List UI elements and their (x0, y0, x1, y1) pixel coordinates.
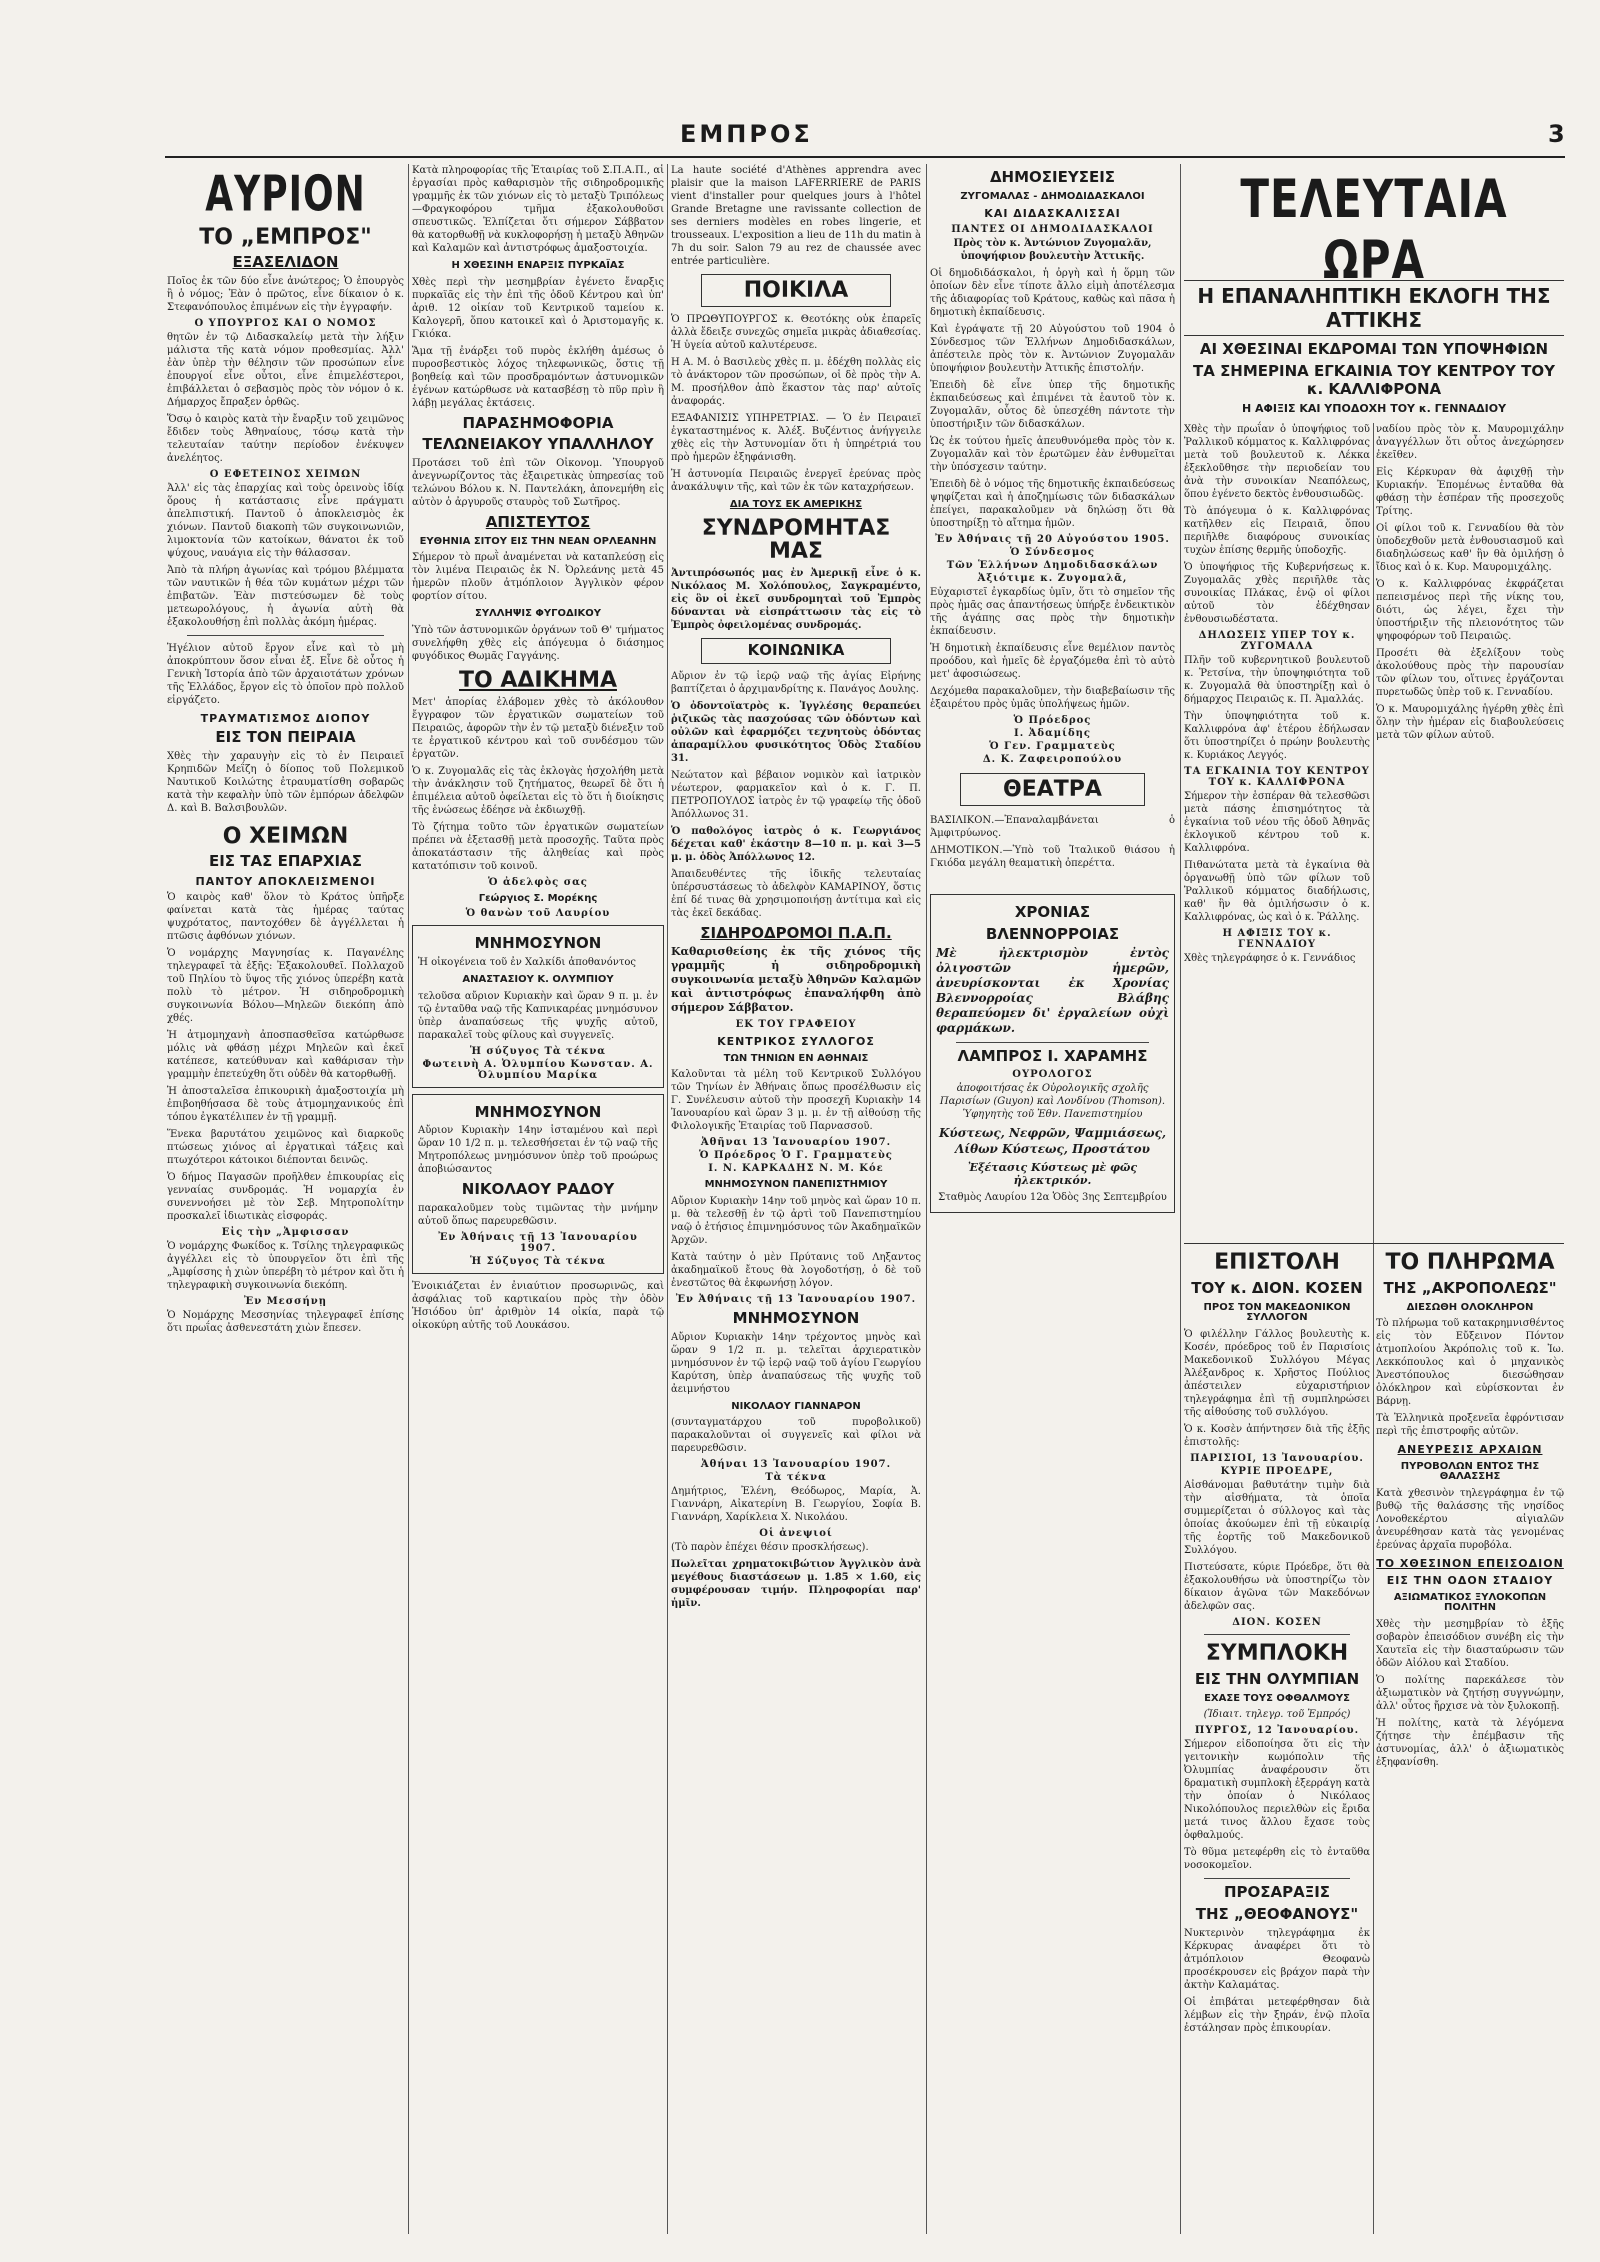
column-divider (1373, 423, 1374, 1243)
column-divider (408, 164, 409, 2234)
headline: ΤΗΣ „ΑΚΡΟΠΟΛΕΩΣ" (1383, 1279, 1557, 1297)
headline: ΑΝΑΣΤΑΣΙΟΥ Κ. ΟΛΥΜΠΙΟΥ (462, 974, 614, 986)
advertisement-box (930, 894, 1175, 1213)
article-text: Ἐπειδὴ δὲ εἶνε ὑπερ τῆς δημοτικῆς ἐκπαιδεύσεως καὶ ἐπιμένει τὰ ἑαυτοῦ τὸν κ. Ζυγομαλᾶν, οὗτος δὲ ὑπεσχέθη πάντοτε τὴν ὑποστήριξιν τῶν διδασκάλων. (930, 379, 1175, 430)
section-kicker: Ἐν Μεσσήνῃ (244, 1296, 327, 1308)
headline: ΤΕΛΩΝΕΙΑΚΟΥ ΥΠΑΛΛΗΛΟΥ (422, 435, 654, 454)
column-4 (930, 164, 1175, 2234)
article-text: Ὁ ὑποψήφιος τῆς Κυβερνήσεως κ. Ζυγομαλᾶς χθὲς περιῆλθε τὰς συνοικίας Πλάκας, ἐνῷ οἱ φίλοι αὐτοῦ τὸν ἐδέχθησαν ἐνθουσιωδέστατα. (1184, 562, 1370, 625)
headline: ΔΙΑ ΤΟΥΣ ΕΚ ΑΜΕΡΙΚΗΣ (729, 499, 863, 511)
article-text: τελοῦσα αὔριον Κυριακὴν καὶ ὥραν 9 π. μ. ἐν τῷ ἐνταῦθα ναῷ τῆς Καπνικαρέας μνημόσυνον ὑπὲρ ἀναπαύσεως τῆς ψυχῆς αὐτοῦ, παρακαλεῖ τοὺς φίλους καὶ συγγενεῖς. (418, 990, 658, 1041)
article-text: Ὅσῳ ὁ καιρὸς κατὰ τὴν ἔναρξιν τοῦ χειμῶνος ἔδιδεν τοὺς Ἀθηναίους, τόσῳ κατὰ τὴν τελευταίαν ταύτην περίοδον ἐνέκυψεν ἀνελέητος. (167, 413, 404, 464)
signature: Οἱ ἀνεψιοί (759, 1528, 833, 1540)
headline: ΤΟΥ κ. ΔΙΟΝ. ΚΟΣΕΝ (1191, 1279, 1363, 1297)
headline: ΠΑΡΑΣΗΜΟΦΟΡΙΑ (462, 413, 614, 432)
notice-box (412, 925, 664, 1087)
signature: Ἡ Σύζυγος Τὰ τέκνα (470, 1256, 606, 1268)
headline: ΠΟΙΚΙΛΑ (743, 278, 849, 303)
headline: ΛΑΜΠΡΟΣ Ι. ΧΑΡΑΜΗΣ (957, 1047, 1148, 1066)
headline: ΣΥΛΛΗΨΙΣ ΦΥΓΟΔΙΚΟΥ (474, 608, 601, 620)
article-text: Ὡς ἐκ τούτου ἡμεῖς ἀπευθυνόμεθα πρὸς τὸν κ. Ζυγομαλᾶν καὶ τὸν ἐρωτῶμεν ἐὰν ἐνθυμεῖται τὴν ὑπόσχεσιν ταύτην. (930, 435, 1175, 473)
headline: ΑΙ ΧΘΕΣΙΝΑΙ ΕΚΔΡΟΜΑΙ ΤΩΝ ΥΠΟΨΗΦΙΩΝ (1199, 340, 1549, 358)
headline: ΕΧΑΣΕ ΤΟΥΣ ΟΦΘΑΛΜΟΥΣ (1204, 1692, 1350, 1704)
masthead-rule (165, 156, 1565, 158)
article-text: Μετ' ἀπορίας ἐλάβομεν χθὲς τὸ ἀκόλουθον ἔγγραφον τῶν ἐργατικῶν σωματείων τοῦ Πειραιῶς, ἀφορῶν τὴν ἐν τῷ μεταξὺ διένεξιν τοῦ τε ἐργατικοῦ κέντρου καὶ τοῦ συνδέσμου τῶν ἐργατῶν. (412, 696, 664, 760)
article-text: ΕΞΑΦΑΝΙΣΙΣ ΥΠΗΡΕΤΡΙΑΣ. — Ὁ ἐν Πειραιεῖ ἐγκαταστημένος κ. Ἀλέξ. Βυζέντιος ἀνήγγειλε χθὲς εἰς τὴν Ἀστυνομίαν ὅτι ἡ ὑπηρέτριά του πρὸ ἡμερῶν ἐξηφάνισθη. (671, 413, 921, 464)
article-text: ΔΗΜΟΤΙΚΟΝ.—Ὑπὸ τοῦ Ἰταλικοῦ θιάσου ἡ Γκιόδα μεγάλη θεαματικὴ ὀπερέττα. (930, 844, 1175, 869)
headline: ΚΑΙ ΔΙΔΑΣΚΑΛΙΣΣΑΙ (984, 207, 1121, 221)
date-line: ΠΑΡΙΣΙΟΙ, 13 Ἰανουαρίου. (1190, 1452, 1364, 1464)
article-text: Τὸ ἀπόγευμα ὁ κ. Καλλιφρόνας κατῆλθεν εἰς Πειραιᾶ, ὅπου περιῆλθε διαφόρους συνοικίας τυχὼν ἐπίσης θερμῆς ὑποδοχῆς. (1184, 506, 1370, 556)
article-text: Αἰσθάνομαι βαθυτάτην τιμὴν διὰ τὴν αἰσθήματα, τὰ ὁποῖα συμμερίζεται ὁ σύλλογος καὶ τὰς ὁποίας ἀκούωμεν ἐπὶ τῇ εὐκαιρίᾳ τῆς ἑορτῆς τοῦ Μακεδονικοῦ Συλλόγου. (1184, 1479, 1370, 1556)
column-divider (1180, 164, 1181, 2234)
article-text: Ὁ νομάρχης Φωκίδος κ. Τσίλης τηλεγραφικῶς ἀγγέλλει εἰς τὸ ὑπουργεῖον ὅτι ἐπὶ τῆς „Ἀμφίσσης ἡ χιὼν ὑπερέβη τὸ μέτρον καὶ ὅτι ἡ τηλεγραφικὴ συγκοινωνία διεκόπη. (167, 1241, 404, 1292)
article-text: La haute société d'Athènes apprendra avec plaisir que la maison LAFERRIERE de PARIS vient d'installer pour quelques jours à l'hôtel Grande Bretagne une ravissante collection de ses derniers modèles en robes lingerie, et trousseaux. L'exposition a lieu de 11h du matin à 7h du soir. Salon 79 au rez de chaussée avec entrée particulière. (671, 165, 921, 267)
article-text: Ὁ καιρὸς καθ' ὅλον τὸ Κράτος ὑπῆρξε φαίνεται κατὰ τὰς ἡμέρας ταύτας ψυχρότατος, παντοχόθεν δὲ ἀγγέλλεται ἡ πτῶσις ἀφθόνων χιόνων. (167, 892, 404, 943)
article-text: Ἀπαιδευθέντες τῆς ἰδικῆς τελευταίας ὑπέρσυστάσεως τὸ ἀδελφὸν ΚΑΜΑΡΙΝΟΥ, ὅστις ἐπί δέ τινας θὰ χρησιμοποιήσῃ ἀντίτιμα καὶ εἰς τὰς ἐκεῖ δεκάδας. (671, 868, 921, 919)
page-number: 3 (1548, 120, 1565, 148)
article-text: Πλῆν τοῦ κυβερνητικοῦ βουλευτοῦ κ. Ῥετσίνα, τὴν ὑποψηφιότητα τοῦ κ. Ζυγομαλᾶ θὰ ὑποστηρίξῃ καὶ ὁ δήμαρχος Πειραιῶς κ. Π. Ἀμαλλάς. (1184, 655, 1370, 705)
article-text: Σήμερον εἰδοποίησα ὅτι εἰς τὴν γειτονικὴν κωμόπολιν τῆς Ὀλυμπίας ἀναφέρουσιν ὅτι δραματικὴ συμπλοκὴ ἐξερράγη κατὰ τὴν ὁποίαν ὁ Νικόλαος Νικολόπουλος περιελθὼν εἰς ἔριδα μετά τινος ἄλλου ἔχασε τοὺς ὀφθαλμούς. (1184, 1739, 1370, 1841)
article-text: θητῶν ἐν τῷ Διδασκαλείῳ μετὰ τὴν λήξιν μάλιστα τῆς κατὰ νόμον προθεσμίας. Ἀλλ' ἐὰν ὑπὲρ τὴν θέλησιν τῶν προσώπων εἶνε ἐπουργοί εἶνε οὗτοι, εἶνε ἐπιμελέστεροι, ἐπιβάλλεται ὁ σεβασμὸς πρὸς τὸν νόμον ὁ κ. Δήμαρχος ἔπραξεν ὀρθῶς. (167, 331, 404, 408)
article-text: Αὔριον Κυριακὴν 14ην τοῦ μηνὸς καὶ ὥραν 10 π. μ. θὰ τελεσθῇ ἐν τῷ ἀρτὶ τοῦ Πανεπιστημίου ναῷ ὁ ἐτήσιος ἐπιμνημόσυνος τῶν Ἀκαδημαϊκῶν Ἀρχῶν. (671, 1195, 921, 1246)
signature: Ὁ θανὼν τοῦ Λαυρίου (465, 908, 611, 920)
section-kicker: ΔΗΛΩΣΕΙΣ ΥΠΕΡ ΤΟΥ κ. ΖΥΓΟΜΑΛΑ (1198, 630, 1356, 652)
article-text: Πιστεύσατε, κύριε Πρόεδρε, ὅτι θὰ ἐξακολουθήσω νὰ ὑποστηρίζω τὸν δίκαιον ἀγῶνα τῶν Μακεδόνων ἀδελφῶν σας. (1184, 1561, 1370, 1612)
article-text: Τὸ πλήρωμα τοῦ κατακρημνισθέντος εἰς τὸν Εὔξεινον Πόντον ἀτμοπλοίου Ἀκρόπολις τοῦ κ. Ἰω. Λεκκόπουλος καὶ ὁ μηχανικὸς Ἀνεστόπουλος διεσώθησαν ὁλόκληρον καὶ εὑρίσκονται ἐν Βάρνῃ. (1376, 1318, 1564, 1408)
headline: ΣΥΜΠΛΟΚΗ (1205, 1640, 1349, 1666)
article-text: Ἡ ἀτμομηχανὴ ἀποσπασθεῖσα κατώρθωσε μόλις νὰ φθάσῃ μέχρι Μηλεῶν καὶ ἐκεῖ κατέπεσε, κατεύθυναν καὶ καθάρισαν τὴν γραμμὴν ἐπετεύχθη ὅτι οὐδὲν θὰ κατορθωθῇ. (167, 1030, 404, 1081)
article-text: Ἡ οἰκογένεια τοῦ ἐν Χαλκίδι ἀποθανόντος (418, 957, 636, 969)
headline: ΕΙΣ ΤΗΝ ΟΔΟΝ ΣΤΑΔΙΟΥ (1386, 1574, 1554, 1588)
article-text: Ὑπὸ τῶν ἀστυνομικῶν ὀργάνων τοῦ Θ' τμήματος συνελήφθη χθὲς εἰς ἀπόγευμα ὁ διάσημος φυγόδικος Θωμᾶς Γαγγάνης. (412, 624, 664, 662)
headline: ΑΞΙΩΜΑΤΙΚΟΣ ΞΥΛΟΚΟΠΩΝ ΠΟΛΙΤΗΝ (1393, 1591, 1547, 1614)
article-text: Ἡ ἀποσταλεῖσα ἐπικουρικὴ ἀμαξοστοιχία μὴ ἐπιβοηθήσασα δὲ τοὺς ἀτμομηχανικούς ἐπὶ τόπου ἐγκατέλιπεν ἐν τῇ γραμμῇ. (167, 1086, 404, 1124)
headline: ΧΡΟΝΙΑΣ (1014, 902, 1091, 921)
signature: Ι. Ἀδαμίδης (1014, 727, 1091, 739)
article-text: Πιθανώτατα μετὰ τὰ ἐγκαίνια θὰ ὀργανωθῇ ὑπὸ τῶν φίλων τοῦ Ῥαλλικοῦ κόμματος διαδήλωσις, καθ' ἣν θὰ ὁμιλήσωσιν ὁ κ. Καλλιφρόνας, ὡς καὶ ὁ κ. Ῥάλλης. (1184, 860, 1370, 923)
headline: ΑΝΕΥΡΕΣΙΣ ΑΡΧΑΙΩΝ (1397, 1443, 1543, 1457)
headline: ΠΑΝΤΟΥ ΑΠΟΚΛΕΙΣΜΕΝΟΙ (195, 874, 376, 888)
article-text: Νεώτατον καὶ βέβαιον νομικὸν καὶ ἰατρικὸν νέωτερον, φαρμακεῖον καὶ ὁ κ. Γ. Π. ΠΕΤΡΟΠΟΥΛΟΣ ἰατρὸς ἐν τῷ γραφείῳ τῆς ὁδοῦ Ἀπόλλωνος 31. (671, 769, 921, 820)
headline: ΠΡΟΣΑΡΑΞΙΣ (1223, 1883, 1331, 1901)
article-text: Χθὲς τὴν χαραυγὴν εἰς τὸ ἐν Πειραιεῖ Κρηπιδῶν Μεΐζη ὁ δίοπος τοῦ Πολεμικοῦ Ναυτικοῦ Κοιλώτης ἐτραυματίσθη σοβαρῶς κατὰ τὴν κεφαλὴν ὑπὸ τῶν ἐμπόρων ἀδελφῶν Δ. καὶ Β. Βαλσιβουλῶν. (167, 750, 404, 814)
article-text: Ποῖος ἐκ τῶν δύο εἶνε ἀνώτερος; Ὁ ἐπουργὸς ἢ ὁ νόμος; Ἐὰν ὁ πρῶτος, εἶνε δίκαιον ὁ κ. Στεφανόπουλος ἐπιμένων εἰς τὴν ἐγγραφήν. (167, 275, 404, 313)
signature: Ὁ Πρόεδρος (1013, 714, 1092, 726)
sub-column-left (1184, 1244, 1370, 2039)
column-2 (412, 164, 664, 2234)
lower-two-columns (1184, 1243, 1564, 2234)
signature: ΔΙΟΝ. ΚΟΣΕΝ (1232, 1616, 1322, 1628)
date-line: Ἐν Ἀθήναις τῇ 13 Ἰανουαρίου 1907. (438, 1232, 638, 1255)
section-kicker: ΟΥΡΟΛΟΓΟΣ (1012, 1069, 1093, 1081)
article-text: Ὁ κ. Καλλιφρόνας ἐκφράζεται πεπεισμένος περὶ τῆς νίκης του, διότι, ὡς λέγει, ἔχει τὴν ὑποστήριξιν τῆς πλειονότητος τῶν ψηφοφόρων τοῦ Πειραιῶς. (1376, 579, 1564, 642)
article-text: Ἐνοικιάζεται ἐν ἐνιαύτιον προσωρινῶς, καὶ ἀσφάλιας τοῦ καρτικαίου πρὸς τὴν ὁδὸν Ἡσιόδου ὑπ' ἀριθμὸν 14 οἰκία, παρὰ τῷ οἰκοκύρη αὐτῆς τοῦ Λουκάσου. (412, 1281, 664, 1332)
headline: ΕΥΘΗΝΙΑ ΣΙΤΟΥ ΕΙΣ ΤΗΝ ΝΕΑΝ ΟΡΛΕΑΝΗΝ (419, 535, 657, 547)
signature: Δ. Κ. Ζαφειροπούλου (982, 753, 1123, 765)
headline: ΜΝΗΜΟΣΥΝΟΝ (732, 1308, 860, 1327)
sub-column-right (1376, 1244, 1564, 1773)
heading-box (701, 274, 891, 307)
article-text: Οἱ δημοδιδάσκαλοι, ἡ ὀργὴ καὶ ἡ ὅρμη τῶν ὁποίων δὲν εἶνε τίποτε ἄλλο εἰμὴ ἀποτέλεσμα τῆς ἀδιαφορίας τοῦ Κράτους, καθὼς καὶ πᾶσα ἡ δημοτικὴ ἐκπαίδευσις. (930, 267, 1175, 318)
article-text: Νυκτερινὸν τηλεγράφημα ἐκ Κέρκυρας ἀναφέρει ὅτι τὸ ἀτμόπλοιον Θεοφανὼ προσέκρουσεν εἰς βράχον παρὰ τὴν ἀκτὴν Καλαμάτας. (1184, 1927, 1370, 1991)
article-text: Τὰ Ἑλληνικὰ προξενεῖα ἐφρόντισαν περὶ τῆς ἐπιστροφῆς αὐτῶν. (1376, 1413, 1564, 1438)
article-text: Ἡ δημοτικὴ ἐκπαίδευσις εἶνε θεμέλιον παντὸς προόδου, καὶ ἡμεῖς δὲ ἐργαζόμεθα ἐπὶ τὸ αὐτὸ μετ' ἀφοσιώσεως. (930, 642, 1175, 680)
headline: ΕΠΙΣΤΟΛΗ (1214, 1250, 1340, 1275)
article-text: Σήμερον τὴν ἑσπέραν θὰ τελεσθῶσι μετὰ πάσης ἐπισημότητος τὰ ἐγκαίνια τοῦ νέου τῆς ὁδοῦ Ἀθηνᾶς ἐκλογικοῦ κέντρου τοῦ κ. Καλλιφρόνα. (1184, 791, 1370, 854)
article-text: Χθὲς περὶ τὴν μεσημβρίαν ἐγένετο ἔναρξις πυρκαϊᾶς εἰς τὴν ἐπὶ τῆς ὁδοῦ Κέντρου καὶ ὑπ' ἀριθ. 12 οἰκίαν τοῦ Κεντρικοῦ ταμείου κ. Καλογερῆ, ὅπου κατοικεῖ καὶ ὁ Ἀριστομαγῆς κ. Γκιόκα. (412, 276, 664, 340)
article-text: Αὔριον Κυριακὴν 14ην τρέχοντος μηνὸς καὶ ὥραν 9 1/2 π. μ. τελεῖται ἀρχιερατικὸν μνημόσυνον ἐν τῷ ἱερῷ ναῷ τοῦ ἁγίου Γεωργίου Καρύτση, ὑπὲρ ἀναπαύσεως τῆς ψυχῆς τοῦ ἀειμνήστου (671, 1331, 921, 1395)
article-text: Κατὰ πληροφορίας τῆς Ἑταιρίας τοῦ Σ.Π.Α.Π., αἱ ἐργασίαι πρὸς καθαρισμὸν τῆς σιδηροδρομικῆς γραμμῆς ἐκ τῶν χιόνων εἰς τὸ μεταξὺ Τριπόλεως—Φραγκοφόρου τμῆμα ἐξακολουθοῦσι σπευστικῶς. Ἐλπίζεται ὅτι σήμερον Σάββατον θὰ κατορθωθῇ νὰ κυκλοφορήσῃ ἡ μεταξὺ Ἀθηνῶν καὶ Καλαμῶν καὶ ἀντιστρόφως ἀμαξοστοιχία. (412, 165, 664, 254)
column-5 (1184, 164, 1564, 2234)
headline: ΜΝΗΜΟΣΥΝΟΝ (474, 934, 602, 953)
separator (956, 1042, 1149, 1043)
article-text: Εὐχαριστεῖ ἐγκαρδίως ὑμῖν, ὅτι τὸ σημεῖον τῆς πρὸς ἡμᾶς σας ἀπαντήσεως ὑπήρξε ἐνδεικτικὸν τῆς ἀγάπης σας πρὸς τὴν δημοτικὴν ἐκπαίδευσιν. (930, 586, 1175, 637)
section-kicker: ΕΚ ΤΟΥ ΓΡΑΦΕΙΟΥ (735, 1019, 857, 1031)
article-text: Πωλεῖται χρηματοκιβώτιον Ἀγγλικὸν ἀνὰ μεγέθους διαστάσεων μ. 1.85 × 1.60, εἰς συμφέρουσαν τιμήν. Πληροφορίαι παρ' ἡμῖν. (671, 1559, 921, 1610)
section-kicker: Εἰς τὴν „Ἀμφισσαν (221, 1227, 350, 1239)
column-1 (167, 164, 404, 2234)
headline: ΑΠΙΣΤΕΥΤΟΣ (485, 513, 591, 531)
article-text: Τὸ ζήτημα τοῦτο τῶν ἐργατικῶν σωματείων πρέπει νὰ ἐξετασθῇ μετὰ προσοχῆς. Ταῦτα πρὸς ἀποκατάστασιν τῆς ἀληθείας καὶ πρὸς κατατόπισιν τοῦ κοινοῦ. (412, 821, 664, 872)
heading-box (701, 638, 891, 664)
separator (187, 635, 384, 636)
headline: ΠΥΡΟΒΟΛΩΝ ΕΝΤΟΣ ΤΗΣ ΘΑΛΑΣΣΗΣ (1400, 1460, 1540, 1483)
article-text: Καθαρισθείσης ἐκ τῆς χιόνος τῆς γραμμῆς ἡ σιδηροδρομικὴ συγκοινωνία μεταξὺ Ἀθηνῶν Καλαμῶν καὶ ἀντιστρόφως ἐπαναλήφθη ἀπὸ σήμερον Σάββατον. (671, 945, 921, 1015)
headline: ΘΕΑΤΡΑ (1003, 776, 1102, 802)
headline: ΕΙΣ ΤΑΣ ΕΠΑΡΧΙΑΣ (208, 852, 362, 871)
signature: Τὰ τέκνα (765, 1472, 827, 1484)
headline: ΕΞΑΣΕΛΙΔΟΝ (232, 252, 339, 271)
article-text: Ἀπὸ τὰ πλήρη ἀγωνίας καὶ τρόμου βλέμματα τῶν ναυτικῶν ἡ θέα τῶν κυμάτων μέχρι τῶν ἐπιβατῶν. Ἐὰν πιστεύσωμεν δὲ τοὺς μετεωρολόγους, ἡ ἀγωνία αὐτὴ θὰ ἐξακολουθήσῃ ἐπὶ πολλὰς ἀκόμη ἡμέρας. (167, 564, 404, 628)
article-text: Σήμερον τὸ πρωῒ ἀναμένεται νὰ καταπλεύσῃ εἰς τὸν λιμένα Πειραιῶς ἐκ Ν. Ὀρλεάνης μετὰ 45 ἡμερῶν πλοῦν ἀτμόπλοιον Ἀγγλικὸν φέρον φορτίον σίτου. (412, 552, 664, 603)
signature: Ὁ Γεν. Γραμματεὺς (989, 740, 1116, 752)
article-text: Μὲ ἠλεκτρισμὸν ἐντὸς ὀλιγοστῶν ἡμερῶν, ἀνευρίσκονται ἐκ Χρονίας Βλεννορροίας Βλάβης θεραπεύομεν δι' ἐργαλείων οὐχὶ φαρμάκων. (936, 946, 1169, 1036)
headline: ΤΟ ΑΔΙΚΗΜΑ (459, 667, 617, 693)
signature: Γεώργιος Σ. Μορέκης (478, 892, 598, 904)
article-text: Δημήτριος, Ἐλένη, Θεόδωρος, Μαρία, Ἀ. Γιαννάρη, Αἰκατερίνη Β. Γεωργίου, Σοφία Β. Γιαννάρη, Χαρίκλεια Χ. Νικολάου. (671, 1486, 921, 1524)
section-kicker: Ἀξιότιμε κ. Ζυγομαλᾶ, (977, 572, 1128, 584)
date-line: Ἀθῆναι 13 Ἰανουαρίου 1907. (700, 1137, 892, 1149)
column-divider (1373, 1244, 1374, 2234)
article-text: Ὁ πολίτης παρεκάλεσε τὸν ἀξιωματικὸν νὰ ζητήσῃ συγγνώμην, ἀλλ' οὗτος ἤρχισε νὰ τὸν ξυλοκοπῇ. (1376, 1674, 1564, 1712)
section-kicker: ΠΑΝΤΕΣ ΟΙ ΔΗΜΟΔΙΔΑΣΚΑΛΟΙ (951, 223, 1154, 235)
signature: Ὁ Πρόεδρος Ὁ Γ. Γραμματεὺς (699, 1150, 893, 1162)
masthead (0, 120, 1600, 150)
notice-box (412, 1094, 664, 1275)
headline: ΤΑ ΣΗΜΕΡΙΝΑ ΕΓΚΑΙΝΙΑ ΤΟΥ ΚΕΝΤΡΟΥ ΤΟΥ κ. ΚΑΛΛΙΦΡΟΝΑ (1193, 362, 1555, 398)
article-text: Κύστεως, Νεφρῶν, Ψαμμιάσεως, Λίθων Κύστεως, Προστάτου (938, 1126, 1167, 1157)
headline: ΤΗΣ „ΘΕΟΦΑΝΟΥΣ" (1195, 1904, 1359, 1923)
article-text: Κατὰ ταύτην ὁ μὲν Πρύτανις τοῦ Ληξαντος ἀκαδημαϊκοῦ ἔτους θὰ λογοδοτήσῃ, ὁ δὲ τοῦ ἐνεστῶτος θὰ ἐκφωνήσῃ λόγον. (671, 1251, 921, 1289)
article-text: ΒΑΣΙΛΙΚΟΝ.—Ἐπαναλαμβάνεται ὁ Ἀμφιτρύωνος. (930, 814, 1175, 839)
sub-column-left (1184, 423, 1370, 969)
article-text: Αὔριον Κυριακὴν 14ην ἱσταμένου καὶ περὶ ὥραν 10 1/2 π. μ. τελεσθήσεται ἐν τῷ ναῷ τῆς Μητροπόλεως μνημόσυνον ὑπὲρ τοῦ προώρως ἀποβιώσαντος (418, 1125, 658, 1176)
article-text: Χθὲς τὴν πρωΐαν ὁ ὑποψήφιος τοῦ Ῥαλλικοῦ κόμματος κ. Καλλιφρόνας μετὰ τοῦ βουλευτοῦ κ. Λέκκα ἐξεκλοῦθησε τὴν περιοδείαν του ἀνὰ τὴν συνοικίαν Νεαπόλεως, ὅπου ἐγένετο δεκτὸς ἐνθουσιωδῶς. (1184, 424, 1370, 500)
headline: ΤΡΑΥΜΑΤΙΣΜΟΣ ΔΙΟΠΟΥ (200, 711, 371, 725)
article-text: Εἰς Κέρκυραν θὰ ἀφιχθῇ τὴν Κυριακήν. Ἐπομένως ἐνταῦθα θὰ φθάσῃ τὴν ἑσπέραν τῆς προσεχοῦς Τρίτης. (1376, 467, 1564, 517)
headline: ΕΙΣ ΤΟΝ ΠΕΙΡΑΙΑ (215, 728, 356, 747)
article-text: Ἡ ἀστυνομία Πειραιῶς ἐνεργεῖ ἐρεύνας πρὸς ἀνακάλυψιν τῆς, καὶ τῶν ἐκ τῶν καταχρήσεων. (671, 469, 921, 494)
article-text: (Ἰδιαιτ. τηλεγρ. τοῦ Ἐμπρός) (1203, 1709, 1351, 1720)
headline: Η ΕΠΑΝΑΛΗΠΤΙΚΗ ΕΚΛΟΓΗ ΤΗΣ ΑΤΤΙΚΗΣ (1184, 280, 1564, 336)
article-text: Ὁ νομάρχης Μαγνησίας κ. Παγανέλης τηλεγραφεῖ τὰ ἑξῆς: Ἐξακολουθεῖ. Πολλαχοῦ τοῦ Πηλίου τὸ ὕψος τῆς χιόνος ὑπερέβη κατὰ πολὺ τὸ μέτρον. Ἡ σιδηροδρομικὴ συγκοινωνία Βόλου—Μηλεῶν διεκόπη ἀπὸ χθές. (167, 948, 404, 1025)
headline: ΖΥΓΟΜΑΛΑΣ - ΔΗΜΟΔΙΔΑΣΚΑΛΟΙ (960, 190, 1145, 202)
signature: Φωτεινὴ Α. Ὀλυμπίου Κωνσταν. Α. Ὀλυμπίου Μαρίκα (422, 1058, 654, 1081)
signature: Τῶν Ἑλλήνων Δημοδιδασκάλων (946, 559, 1159, 571)
article-text: Ὁ ΠΡΩΘΥΠΟΥΡΓΟΣ κ. Θεοτόκης οὐκ ἐπαρεῖς ἀλλὰ ἔδειξε συνεχῶς σημεῖα μικρὰς ἀδιαθεσίας. Ἡ ὑγεία αὐτοῦ καλυτέρευσε. (671, 314, 921, 352)
date-line: ΠΥΡΓΟΣ, 12 Ἰανουαρίου. (1194, 1725, 1360, 1736)
article-text: Δεχόμεθα παρακαλοῦμεν, τὴν διαβεβαίωσιν τῆς ἐξαιρέτου πρὸς ὑμᾶς ὑπολήψεως ἡμῶν. (930, 685, 1175, 710)
headline: ΚΟΙΝΩΝΙΚΑ (747, 640, 845, 659)
headline: ΜΝΗΜΟΣΥΝΟΝ (474, 1102, 602, 1121)
date-line: Ἐν Ἀθήναις τῇ 13 Ἰανουαρίου 1907. (675, 1293, 917, 1305)
headline: Ο ΧΕΙΜΩΝ (222, 823, 349, 849)
article-text: Ἐξέτασις Κύστεως μὲ φῶς ἠλεκτρικόν. (967, 1161, 1138, 1188)
signature: Ἡ σύζυγος Τὰ τέκνα (470, 1045, 606, 1057)
date-line: Ἀθήναι 13 Ἰανουαρίου 1907. (700, 1459, 892, 1471)
headline: ΜΝΗΜΟΣΥΝΟΝ ΠΑΝΕΠΙΣΤΗΜΙΟΥ (704, 1179, 888, 1191)
section-kicker: ΚΥΡΙΕ ΠΡΟΕΔΡΕ, (1220, 1465, 1334, 1477)
article-text: Ὁ κ. Μαυρομιχάλης ἡγέρθη χθὲς ἐπὶ ὅλην τὴν ἡμέραν εἰς διαβουλεύσεις μετὰ τῶν φίλων αὐτοῦ. (1376, 704, 1564, 741)
section-kicker: ΤΑ ΕΓΚΑΙΝΙΑ ΤΟΥ ΚΕΝΤΡΟΥ ΤΟΥ κ. ΚΑΛΛΙΦΡΟΝΑ (1184, 766, 1370, 788)
headline: ΤΟ ΧΘΕΣΙΝΟΝ ΕΠΕΙΣΟΔΙΟΝ (1376, 1556, 1564, 1570)
section-kicker: Η ΑΦΙΞΙΣ ΤΟΥ κ. ΓΕΝΝΑΔΙΟΥ (1222, 928, 1332, 950)
article-text: Τὴν ὑποψηφιότητα τοῦ κ. Καλλιφρόνα ἀφ' ἑτέρου ἐδήλωσαν ὅτι ὑποστηρίζει ὁ πρώην βουλευτὴς κ. Κυριάκος Λεγγός. (1184, 711, 1370, 761)
article-text: Ἡ πολίτης, κατὰ τὰ λέγόμενα ζήτησε τὴν ἐπέμβασιν τῆς ἀστυνομίας, ἀλλ' ὁ ἀξιωματικὸς ἐξηφανίσθη. (1376, 1717, 1564, 1768)
headline: ΔΙΕΣΩΘΗ ΟΛΟΚΛΗΡΟΝ (1406, 1301, 1534, 1313)
article-text: ἀποφοιτήσας ἐκ Οὐρολογικῆς σχολῆς Παρισίων (Guyon) καὶ Λονδίνου (Thomson). Ὑφηγητὴς τοῦ Ἐθν. Πανεπιστημίου (939, 1083, 1166, 1121)
article-text: Αὔριον ἐν τῷ ἱερῷ ναῷ τῆς ἁγίας Εἰρήνης βαπτίζεται ὁ ἀρχιμανδρίτης κ. Πανάγος Δουλης. (671, 670, 921, 695)
headline: Η ΧΘΕΣΙΝΗ ΕΝΑΡΞΙΣ ΠΥΡΚΑΪΑΣ (451, 260, 625, 271)
headline: ΣΥΝΔΡΟΜΗΤΑΣ ΜΑΣ (701, 515, 891, 564)
article-text: Ὁ φιλέλλην Γάλλος βουλευτὴς κ. Κοσέν, πρόεδρος τοῦ ἐν Παρισίοις Μακεδονικοῦ Συλλόγου Μέγας Ἀλέξανδρος κ. Χρῆστος Πούλιος ἀπέστειλεν εὐχαριστήριον τηλεγράφημα ἐπὶ τῇ συμπληρώσει τῆς αἰθούσης τοῦ συλλόγου. (1184, 1328, 1370, 1418)
article-text: Η Α. Μ. ὁ Βασιλεὺς χθὲς π. μ. ἐδέχθη πολλὰς εἰς τὸ ἀνάκτορον τῶν προσώπων, οἱ δὲ πρὸς τὴν Α. Μ. προσήλθον ἀπὸ ἕκαστον τὰς παρ' αὐτοῖς ἀναφοράς. (671, 357, 921, 408)
article-text: Κατὰ χθεσινὸν τηλεγράφημα ἐν τῷ βυθῷ τῆς θαλάσσης τῆς νησίδος Λονοθεκέρτου αἰγιαλῶν ἀνευρέθησαν κατὰ τὰς γενομένας ἐρεύνας ἀρχαῖα πυροβόλα. (1376, 1487, 1564, 1551)
article-text: Ὁ κ. Ζυγομαλᾶς εἰς τὰς ἐκλογὰς ἡσχολήθη μετὰ τὴν ἀνάκλησιν τοῦ ζητήματος, θεωρεῖ δὲ ὅτι ἡ ἐπιμέλεια αὐτοῦ ὀφείλεται εἰς τὸ ὅτι ἡ διοίκησις τῆς ἑνώσεως ἐδέησε νὰ ἐκδιωχθῇ. (412, 765, 664, 816)
article-text: Χθὲς τὴν μεσημβρίαν τὸ ἑξῆς σοβαρὸν ἐπεισόδιον συνέβη εἰς τὴν Χαυτεῖα εἰς τὴν διασταύρωσιν τῶν ὁδῶν Αἰόλου καὶ Σταδίου. (1376, 1618, 1564, 1669)
article-text: ναδίου πρὸς τὸν κ. Μαυρομιχάλην ἀναγγέλλων ὅτι οὗτος ἀνεχώρησεν ἐκεῖθεν. (1376, 424, 1564, 461)
article-text: Προτάσει τοῦ ἐπὶ τῶν Οἰκονομ. Ὑπουργοῦ ἀνεγνωρίζοντος τὰς ἐξαιρετικὰς ὑπηρεσίας τοῦ τελώνου Βόλου κ. Ν. Παντελάκη, ἀπονεμήθη εἰς αὐτὸν ὁ ἀργυροῦς σταυρὸς τοῦ Σωτῆρος. (412, 458, 664, 508)
article-text: Ἀντιπρόσωπός μας ἐν Ἀμερικῇ εἶνε ὁ κ. Νικόλαος Μ. Χολόπουλος, Σαγκραμέντο, εἰς ὃν οἱ ἐκεῖ συνδρομηταὶ τοῦ Ἐμπρὸς δύνανται νὰ εἰσπράττωσιν τὰς εἰς τὸ Ἐμπρὸς ὀφειλομένας συνδρομάς. (671, 567, 921, 631)
headline: ΤΕΛΕΥΤΑΙΑ ΩΡΑ (1240, 168, 1508, 291)
article-text: Ὁ παθολόγος ἰατρὸς ὁ κ. Γεωργιάνος δέχεται καθ' ἑκάστην 8—10 π. μ. καὶ 3—5 μ. μ. ὁδὸς Ἀπόλλωνος 12. (671, 825, 921, 863)
headline: ΔΗΜΟΣΙΕΥΣΕΙΣ (989, 168, 1116, 186)
column-divider (667, 164, 668, 2234)
separator (1204, 1634, 1350, 1635)
signature: Ὁ Σύνδεσμος (1010, 546, 1095, 558)
column-divider (926, 164, 927, 2234)
article-text: Ὁ ὀδοντοϊατρὸς κ. Ἰγγλέσης θεραπεύει ῥιζικῶς τὰς πασχούσας τῶν ὀδόντων καὶ οὐλῶν καὶ ἐφαρμόζει τεχνητοὺς ὀδόντας ἀπαραμίλλου φυσικότητος Ὁδὸς Σταδίου 31. (671, 700, 921, 764)
article-text: Ἡγέλιον αὐτοῦ ἔργον εἶνε καὶ τὸ μὴ ἀποκρύπτουν ὅσον εἶναι ἐξ. Εἶνε δὲ οὗτος ἡ Γενικὴ Ἱστορία ἀπὸ τῶν ἀρχαιοτάτων χρόνων τῆς Ἑλλάδος, ἔργον εἰς τὸ ὁποῖον πρὸ πολλοῦ εἰργάζετο. (167, 642, 404, 706)
headline: ΤΩΝ ΤΗΝΙΩΝ ΕΝ ΑΘΗΝΑΙΣ (723, 1052, 869, 1064)
article-text: Πρὸς τὸν κ. Ἀντώνιον Ζυγομαλᾶν, ὑποψήφιον βουλευτὴν Ἀττικῆς. (953, 237, 1152, 262)
headline: ΒΛΕΝΝΟΡΡΟΙΑΣ (985, 924, 1120, 943)
heading-box (960, 773, 1145, 806)
headline: ΕΙΣ ΤΗΝ ΟΛΥΜΠΙΑΝ (1194, 1669, 1360, 1688)
article-text: Οἱ φίλοι τοῦ κ. Γενναδίου θὰ τὸν ὑποδεχθοῦν μετὰ ἐνθουσιασμοῦ καὶ διαδηλώσεως καθ' ἣν θὰ ὁμιλήσῃ ὁ ἴδιος καὶ ὁ κ. Κυρ. Μαυρομιχάλης. (1376, 523, 1564, 573)
article-text: Ὁ δήμος Παγασῶν προῆλθεν ἐπικουρίας εἰς γενναίας συνδρομάς. Ἡ νομαρχία ἐν συνεννοήσει μὲ τὸν Σεβ. Μητροπολίτην προσκαλεῖ ἰδιωτικὰς εἰσφοράς. (167, 1172, 404, 1223)
article-text: Σταθμὸς Λαυρίου 12α Ὁδὸς 3ης Σεπτεμβρίου (938, 1192, 1167, 1204)
headline: ΠΡΟΣ ΤΟΝ ΜΑΚΕΔΟΝΙΚΟΝ ΣΥΛΛΟΓΟΝ (1203, 1301, 1351, 1324)
section-kicker: Ο ΥΠΟΥΡΓΟΣ ΚΑΙ Ο ΝΟΜΟΣ (194, 317, 377, 329)
date-line: Ἐν Ἀθήναις τῇ 20 Αὐγούστου 1905. (935, 533, 1170, 545)
headline: ΤΟ „ΕΜΠΡΟΣ" (199, 224, 372, 250)
article-text: Οἱ ἐπιβάται μετεφέρθησαν διὰ λέμβων εἰς τὴν ξηράν, ἐνῷ πλοῖα ἐστάλησαν πρὸς ἐπικουρίαν. (1184, 1996, 1370, 2034)
headline: ΣΙΔΗΡΟΔΡΟΜΟΙ Π.Α.Π. (700, 923, 892, 942)
section-kicker: Ο ΕΦΕΤΕΙΝΟΣ ΧΕΙΜΩΝ (209, 468, 362, 480)
article-text: (συνταγματάρχου τοῦ πυροβολικοῦ) παρακαλοῦνται οἱ συγγενεῖς καὶ φίλοι νὰ παρευρεθῶσιν. (671, 1417, 921, 1455)
article-text: Ὁ Νομάρχης Μεσσηνίας τηλεγραφεῖ ἐπίσης ὅτι πρωΐας ἀσθενεστάτη χιὼν ἔπεσεν. (167, 1310, 404, 1335)
headline: ΝΙΚΟΛΑΟΥ ΡΑΔΟΥ (461, 1180, 615, 1199)
signature: Ὁ ἀδελφὸς σας (488, 876, 588, 888)
article-text: Καλοῦνται τὰ μέλη τοῦ Κεντρικοῦ Συλλόγου τῶν Τηνίων ἐν Ἀθήναις ὅπως προσέλθωσιν εἰς Γ. Συνέλευσιν αὐτοῦ τὴν προσεχῆ Κυριακὴν 14 Ἰανουαρίου καὶ ὥραν 3 μ. μ. ἐν τῇ αἰθούσῃ τῆς Φιλολογικῆς Ἑταιρίας τοῦ Παρνασσοῦ. (671, 1069, 921, 1133)
headline: ΚΕΝΤΡΙΚΟΣ ΣΥΛΛΟΓΟΣ (717, 1035, 875, 1049)
article-text: Προσέτι θὰ ἐξελίξουν τοὺς ἀκολούθους πρὸς τὴν παρουσίαν τῶν φίλων του, οἵτινες ἐργάζονται πυρετωδῶς ὑπὲρ τοῦ κ. Γενναδίου. (1376, 648, 1564, 698)
headline: Η ΑΦΙΞΙΣ ΚΑΙ ΥΠΟΔΟΧΗ ΤΟΥ κ. ΓΕΝΝΑΔΙΟΥ (1241, 402, 1507, 415)
article-text: Ὁ κ. Κοσὲν ἀπήντησεν διὰ τῆς ἑξῆς ἐπιστολῆς: (1184, 1423, 1370, 1448)
signature: Ι. Ν. ΚΑΡΚΑΔΗΣ Ν. Μ. Κόε (708, 1163, 884, 1175)
headline: ΤΟ ΠΛΗΡΩΜΑ (1385, 1250, 1555, 1275)
sub-column-right (1376, 423, 1564, 746)
headline: ΑΥΡΙΟΝ (205, 167, 366, 223)
article-two-columns (1184, 423, 1564, 1243)
article-text: Ἐπειδὴ δὲ ὁ νόμος τῆς δημοτικῆς ἐκπαιδεύσεως ψηφίζεται καὶ ἡ ἀποζημίωσις τῶν διδασκάλων ἐπείγει, παρακαλοῦμεν νὰ δηλώσῃ ὅτι θὰ ὑποστηρίξῃ τὸ αἴτημα ἡμῶν. (930, 478, 1175, 529)
column-3 (671, 164, 921, 2234)
article-text: Ἅμα τῇ ἐνάρξει τοῦ πυρὸς ἐκλήθη ἀμέσως ὁ πυροσβεστικὸς λόχος τηλεφωνικῶς, ὅστις τῇ βοηθείᾳ καὶ τῶν προσδραμόντων ἀστυνομικῶν ἐγένων κατώρθωσε νὰ κατασβέσῃ τὸ πῦρ πρὶν ἢ λάβῃ μεγάλας ἐκτάσεις. (412, 345, 664, 409)
article-text: Καὶ ἐγράψατε τῇ 20 Αὐγούστου τοῦ 1904 ὁ Σύνδεσμος τῶν Ἑλλήνων Δημοδιδασκάλων, ἀπέστειλε πρὸς τὸν κ. Ἀντώνιον Ζυγομαλᾶν ὑποψήφιον βουλευτὴν Ἀττικῆς ἐπιστολήν. (930, 323, 1175, 374)
headline: ΝΙΚΟΛΑΟΥ ΓΙΑΝΝΑΡΟΝ (731, 1400, 861, 1412)
article-text: Ἀλλ' εἰς τὰς ἐπαρχίας καὶ τοὺς ὀρεινοὺς ἰδίᾳ ὅρους ἡ κατάστασις εἶνε πράγματι ἀπελπιστική. Παντοῦ ὁ ἀποκλεισμὸς ἐκ χιόνων. Παντοῦ διακοπὴ τῶν συγκοινωνιῶν, λιμοκτονία τῶν κατοίκων, θάνατοι ἐκ τοῦ ψύχους, ναυάγια εἰς τὴν θάλασσαν. (167, 482, 404, 559)
article-text: Τὸ θῦμα μετεφέρθη εἰς τὸ ἐνταῦθα νοσοκομεῖον. (1184, 1847, 1370, 1871)
article-text: (Τὸ παρὸν ἐπέχει θέσιν προσκλήσεως). (671, 1542, 869, 1554)
newspaper-name: ΕΜΠΡΟΣ (680, 120, 813, 148)
article-text: Ἕνεκα βαρυτάτου χειμῶνος καὶ διαρκοῦς πτώσεως χιόνος αἱ ἐργατικαὶ τάξεις καὶ πτωχότεροι κάτοικοι διέπονται δεινῶς. (167, 1129, 404, 1167)
separator (1204, 1878, 1350, 1879)
article-text: Χθὲς τηλεγράφησε ὁ κ. Γεννάδιος (1184, 953, 1356, 964)
article-text: παρακαλοῦμεν τοὺς τιμῶντας τὴν μνήμην αὐτοῦ ὅπως παρευρεθῶσιν. (418, 1203, 658, 1228)
